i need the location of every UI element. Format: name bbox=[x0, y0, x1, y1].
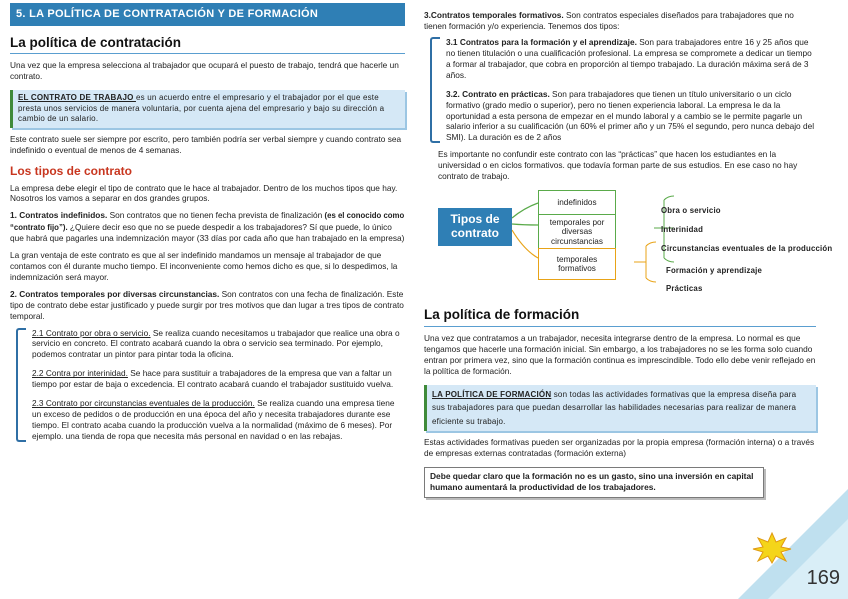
written-contract-text: Este contrato suele ser siempre por escrito, pero también podría ser verbal siempre y cuando contrato sea indefinido o eventual de menos de 4 semanas. bbox=[10, 133, 402, 155]
eventual-text: Se realiza cuando una empresa tiene un exceso de pedidos o de producción en una época del año y necesita trabajadores durante ese tiempo. El contrato acaba cuando la producción vuelva a la normalidad (máximo de 6 meses). Por ejemplo. una tienda de ropa que necesita más personal en navidad o en las rebajas. bbox=[32, 398, 395, 442]
training-definition-term: LA POLÍTICA DE FORMACIÓN bbox=[432, 389, 552, 399]
training-definition-text: son todas las actividades formativas que la empresa diseña para sus trabajadores para que puedan desarrollar las habilidades necesarias para realizar de manera eficiente su trabajo. bbox=[432, 389, 797, 426]
starburst-icon bbox=[752, 532, 792, 564]
interim-title: 2.2 Contra por interinidad. bbox=[32, 368, 128, 379]
page-number: 169 bbox=[806, 566, 840, 589]
training-types-group bbox=[424, 37, 816, 143]
indefinite-text-2: ¿Quiere decir eso que no se puede despedir a los trabajadores? Sí que puede, lo único que habrá que pagarles una indemnización mayor (33 días por cada año que han trabajado en la empresa) bbox=[10, 221, 405, 243]
map-branch-indefinite: indefinidos bbox=[538, 190, 616, 216]
internship-title: 3.2. Contrato en prácticas. bbox=[446, 88, 550, 99]
map-leaf-interim: Interinidad bbox=[661, 225, 704, 235]
internship-note: Es importante no confundir este contrato con las “prácticas” que hacen los estudiantes en la universidad o en ciclos formativos. que todavía forman parte de sus estudios. En ese caso no hay contrato de trabajo. bbox=[438, 149, 798, 182]
advantage-paragraph: La gran ventaja de este contrato es que al ser indefinido mandamos un mensaje al trabajador de que contamos con él durante mucho tiempo. El inconveniente como hemos dicho es que, si lo despedimos, la indemnización será mayor. bbox=[10, 249, 398, 282]
temporary-text: Son contratos con una fecha de finalización. Este tipo de contrato debe estar justificado y puede surgir por tres motivos que dan lugar a tres tipos de contrato temporal. bbox=[10, 288, 404, 321]
contract-types-concept-map bbox=[424, 188, 833, 296]
internship-text: Son para trabajadores que tienen un título universitario o un ciclo formativo (grado medio o superior), pero no tienen experiencia laboral. La empresa le da la oportunidad a esta persona de empezar en el mundo laboral y a cambio se le permite pagarle un salario inferior a su cualificación (un 60% el primer año y un 75% el segundo, pero nunca debajo del SMI). La duración es de 2 años bbox=[446, 88, 815, 143]
map-leaf-eventual: Circunstancias eventuales de la producción bbox=[661, 244, 833, 254]
apprenticeship-text: Son para trabajadores entre 16 y 25 años que no tienen titulación o una cualificación profesional. La empresa se compromete a dedicar un tiempo a formar al trabajador, que cobra en proporción al tiempo trabajado. La duración máxima será de 3 años. bbox=[446, 36, 812, 80]
map-branch-training: temporales formativos bbox=[538, 248, 616, 280]
apprenticeship-contract bbox=[446, 37, 816, 81]
training-contracts-paragraph bbox=[424, 10, 816, 32]
temporary-contracts-paragraph bbox=[10, 289, 405, 322]
training-contracts-title: 3.Contratos temporales formativos. bbox=[424, 10, 564, 20]
indefinite-contracts-paragraph bbox=[10, 210, 405, 244]
map-leaf-apprenticeship: Formación y aprendizaje bbox=[666, 266, 763, 276]
eventual-contract bbox=[32, 398, 405, 442]
eventual-title: 2.3 Contrato por circunstancias eventuales de la producción. bbox=[32, 398, 255, 409]
training-intro: Una vez que contratamos a un trabajador, necesita integrarse dentro de la empresa. Lo normal es que tengamos que hacerle una formación inicial. Sin embargo, a los trabajadores no se les forma solo cuando entran por primera vez, sino que la formación continua es imprescindible. Todo ello debe venir reflejado en la política de formación. bbox=[424, 332, 816, 376]
section-banner: 5. LA POLÍTICA DE CONTRATACIÓN Y DE FORMACIÓN bbox=[10, 3, 405, 26]
training-policy-heading: La política de formación bbox=[424, 306, 816, 327]
map-root-node: Tipos de contrato bbox=[438, 208, 512, 246]
hiring-intro: Una vez que la empresa selecciona al trabajador que ocupará el puesto de trabajo, tendrá que hacerle un contrato. bbox=[10, 60, 399, 82]
definition-text: es un acuerdo entre el empresario y el trabajador por el que este presta unos servicios de manera voluntaria, por cuenta ajena del empresario y bajo su dirección a cambio de un salario. bbox=[18, 93, 385, 124]
work-service-text: Se realiza cuando necesitamos u trabajador que realice una obra o servicio en concreto. El contrato acabará cuando la obra o servicio sea terminado. Por ejemplo, podemos contratar un pintor para pintar toda la oficina. bbox=[32, 327, 400, 360]
definition-term: EL CONTRATO DE TRABAJO bbox=[18, 93, 136, 103]
right-column bbox=[424, 10, 833, 498]
indefinite-text: Son contratos que no tienen fecha prevista de finalización bbox=[107, 210, 325, 221]
interim-text: Se hace para sustituir a trabajadores de la empresa que van a faltar un tiempo por estar de baja o excedencia. El contrato acabará cuando el trabajador sustituido vuelva. bbox=[32, 368, 394, 390]
indefinite-bold: (es el conocido como “contrato fijo”). bbox=[10, 211, 405, 232]
training-activities-text: Estas actividades formativas pueden ser organizadas por la propia empresa (formación interna) o a través de empresas externas contratadas (formación externa) bbox=[424, 437, 815, 459]
work-service-title: 2.1 Contrato por obra o servicio. bbox=[32, 327, 151, 338]
contract-types-intro: La empresa debe elegir el tipo de contrato que le hace al trabajador. Dentro de los muchos tipos que hay. Nosotros los vamos a separar en dos grandes grupos. bbox=[10, 182, 398, 204]
left-column bbox=[10, 0, 405, 442]
interim-contract bbox=[32, 368, 405, 390]
training-contracts-text: Son contratos especiales diseñados para trabajadores que no tienen formación y/o experiencia. Tenemos dos tipos: bbox=[424, 10, 794, 31]
map-leaf-work-service: Obra o servicio bbox=[661, 206, 721, 216]
investment-warning-box: Debe quedar claro que la formación no es un gasto, sino una inversión en capital humano aumentará la productividad de los trabajadores. bbox=[424, 467, 764, 497]
internship-contract bbox=[446, 89, 816, 144]
apprenticeship-title: 3.1 Contratos para la formación y el aprendizaje. bbox=[446, 36, 637, 47]
contract-types-heading: Los tipos de contrato bbox=[10, 163, 133, 178]
temporary-types-group bbox=[10, 328, 405, 442]
map-leaf-internship: Prácticas bbox=[666, 284, 703, 294]
map-branch-temporary: temporales por diversas circunstancias bbox=[538, 214, 616, 250]
temporary-title: 2. Contratos temporales por diversas circunstancias. bbox=[10, 288, 220, 299]
work-contract-definition bbox=[10, 90, 405, 128]
training-policy-definition bbox=[424, 385, 816, 432]
work-service-contract bbox=[32, 328, 405, 361]
hiring-policy-heading: La política de contratación bbox=[10, 34, 405, 55]
indefinite-title: 1. Contratos indefinidos. bbox=[10, 210, 108, 221]
